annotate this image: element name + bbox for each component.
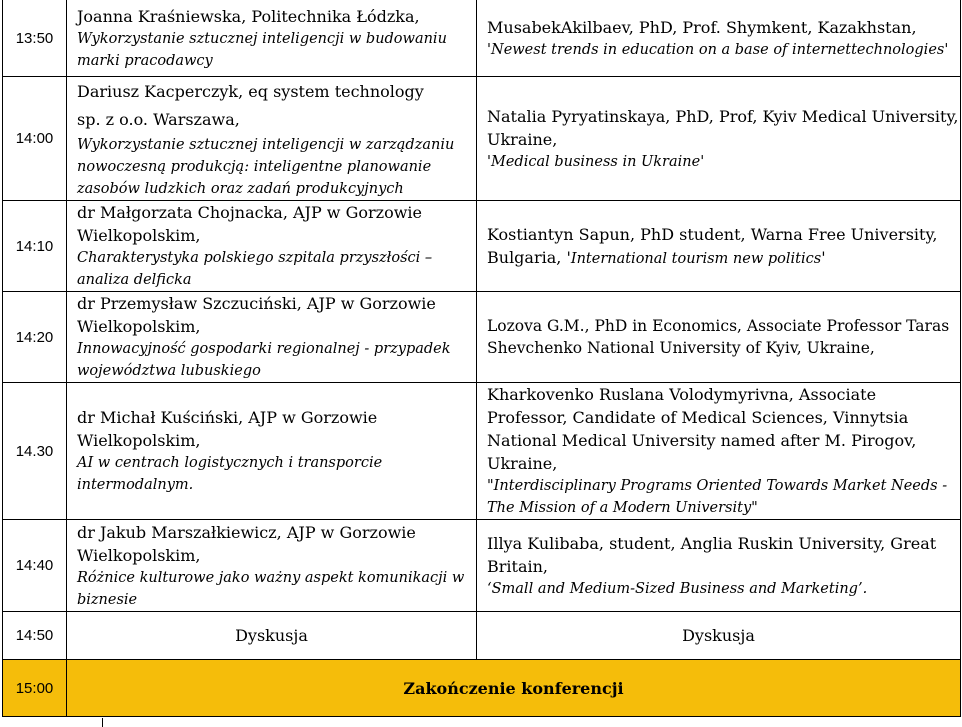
time-cell: 14:40 [3, 520, 67, 612]
speaker-name: Dariusz Kacperczyk, eq system technology [77, 81, 424, 101]
speaker-name: dr Przemysław Szczuciński, AJP w Gorzowie Wielkopolskim, [77, 294, 436, 336]
speaker-name: Kostiantyn Sapun, PhD student, Warna Free University, Bulgaria, ' [487, 224, 938, 267]
speaker-name: Natalia Pyryatinskaya, PhD, Prof, Kyiv Medical University, Ukraine, [487, 106, 959, 149]
title-period: . [862, 580, 868, 597]
time-cell: 13:50 [3, 0, 67, 77]
speaker-name: Joanna Kraśniewska, Politechnika Łódzka, [77, 6, 420, 26]
speaker-name: dr Małgorzata Chojnacka, AJP w Gorzowie Wielkopolskim, [77, 203, 422, 245]
talk-title: Wykorzystanie sztucznej inteligencji w zarządzaniu nowoczesną produkcją: inteligentne planowanie zasobów ludzkich oraz zadań produkcyjnych [77, 136, 455, 197]
international-session-cell [477, 77, 961, 201]
schedule-row-1430 [3, 383, 961, 520]
time-cell: 15:00 [3, 660, 67, 717]
talk-title: ‘Small and Medium-Sized Business and Marketing’ [487, 580, 863, 597]
talk-title: Innowacyjność gospodarki regionalnej - przypadek województwa lubuskiego [77, 341, 451, 379]
polish-session-cell [67, 292, 477, 383]
talk-title: Różnice kulturowe jako ważny aspekt komunikacji w biznesie [77, 569, 465, 608]
speaker-name: Illya Kulibaba, student, Anglia Ruskin University, Great Britain, [487, 533, 937, 576]
polish-session-cell [67, 201, 477, 292]
schedule-row-discussion [3, 612, 961, 660]
schedule-row-1440 [3, 520, 961, 612]
polish-session-cell [67, 520, 477, 612]
talk-title: Charakterystyka polskiego szpitala przyszłości – analiza delficka [77, 250, 433, 288]
schedule-row-1420 [3, 292, 961, 383]
quote-open: ' [487, 153, 491, 170]
speaker-name: dr Michał Kuściński, AJP w Gorzowie Wielkopolskim, [77, 408, 378, 450]
quote-close: ' [944, 41, 949, 58]
closing-cell: Zakończenie konferencji [67, 660, 961, 717]
talk-title: AI w centrach logistycznych i transporcie intermodalnym. [77, 455, 383, 493]
time-cell: 14.30 [3, 383, 67, 520]
international-session-cell [477, 292, 961, 383]
speaker-name: dr Jakub Marszałkiewicz, AJP w Gorzowie Wielkopolskim, [77, 522, 416, 565]
quote-close: " [751, 500, 758, 516]
time-cell: 14:20 [3, 292, 67, 383]
speaker-name: MusabekAkilbaev, PhD, Prof. Shymkent, Kazakhstan, [487, 17, 917, 37]
polish-session-cell [67, 0, 477, 77]
talk-title: Interdisciplinary Programs Oriented Towards Market Needs - The Mission of a Modern University [487, 478, 948, 516]
time-cell: 14:50 [3, 612, 67, 660]
page-border-tick [102, 718, 103, 727]
international-session-cell [477, 520, 961, 612]
talk-title: Newest trends in education on a base of internettechnologies [491, 41, 945, 58]
speaker-name: Kharkovenko Ruslana Volodymyrivna, Associate Professor, Candidate of Medical Sciences, Vinnytsia National Medical University named after M. Pirogov, Ukraine, [487, 385, 917, 473]
time-cell: 14:00 [3, 77, 67, 201]
international-session-cell [477, 201, 961, 292]
quote-close: ' [821, 247, 826, 267]
polish-session-cell [67, 383, 477, 520]
schedule-row-1410 [3, 201, 961, 292]
talk-title: Wykorzystanie sztucznej inteligencji w budowaniu marki pracodawcy [77, 30, 447, 69]
discussion-cell-left: Dyskusja [67, 612, 477, 660]
speaker-affiliation: sp. z o.o. Warszawa, [77, 109, 240, 129]
talk-title: Medical business in Ukraine [491, 153, 701, 170]
schedule-row-closing [3, 660, 961, 717]
polish-session-cell [67, 77, 477, 201]
talk-title: International tourism new politics [570, 250, 822, 267]
discussion-cell-right: Dyskusja [477, 612, 961, 660]
quote-close: ' [700, 153, 705, 170]
time-cell: 14:10 [3, 201, 67, 292]
quote-open: ' [487, 41, 491, 58]
quote-open: " [487, 478, 494, 494]
international-session-cell [477, 383, 961, 520]
schedule-row-1350 [3, 0, 961, 77]
international-session-cell [477, 0, 961, 77]
schedule-row-1400 [3, 77, 961, 201]
conference-schedule-table [2, 0, 961, 717]
speaker-name: Lozova G.M., PhD in Economics, Associate Professor Taras Shevchenko National University of Kyiv, Ukraine, [487, 317, 950, 357]
